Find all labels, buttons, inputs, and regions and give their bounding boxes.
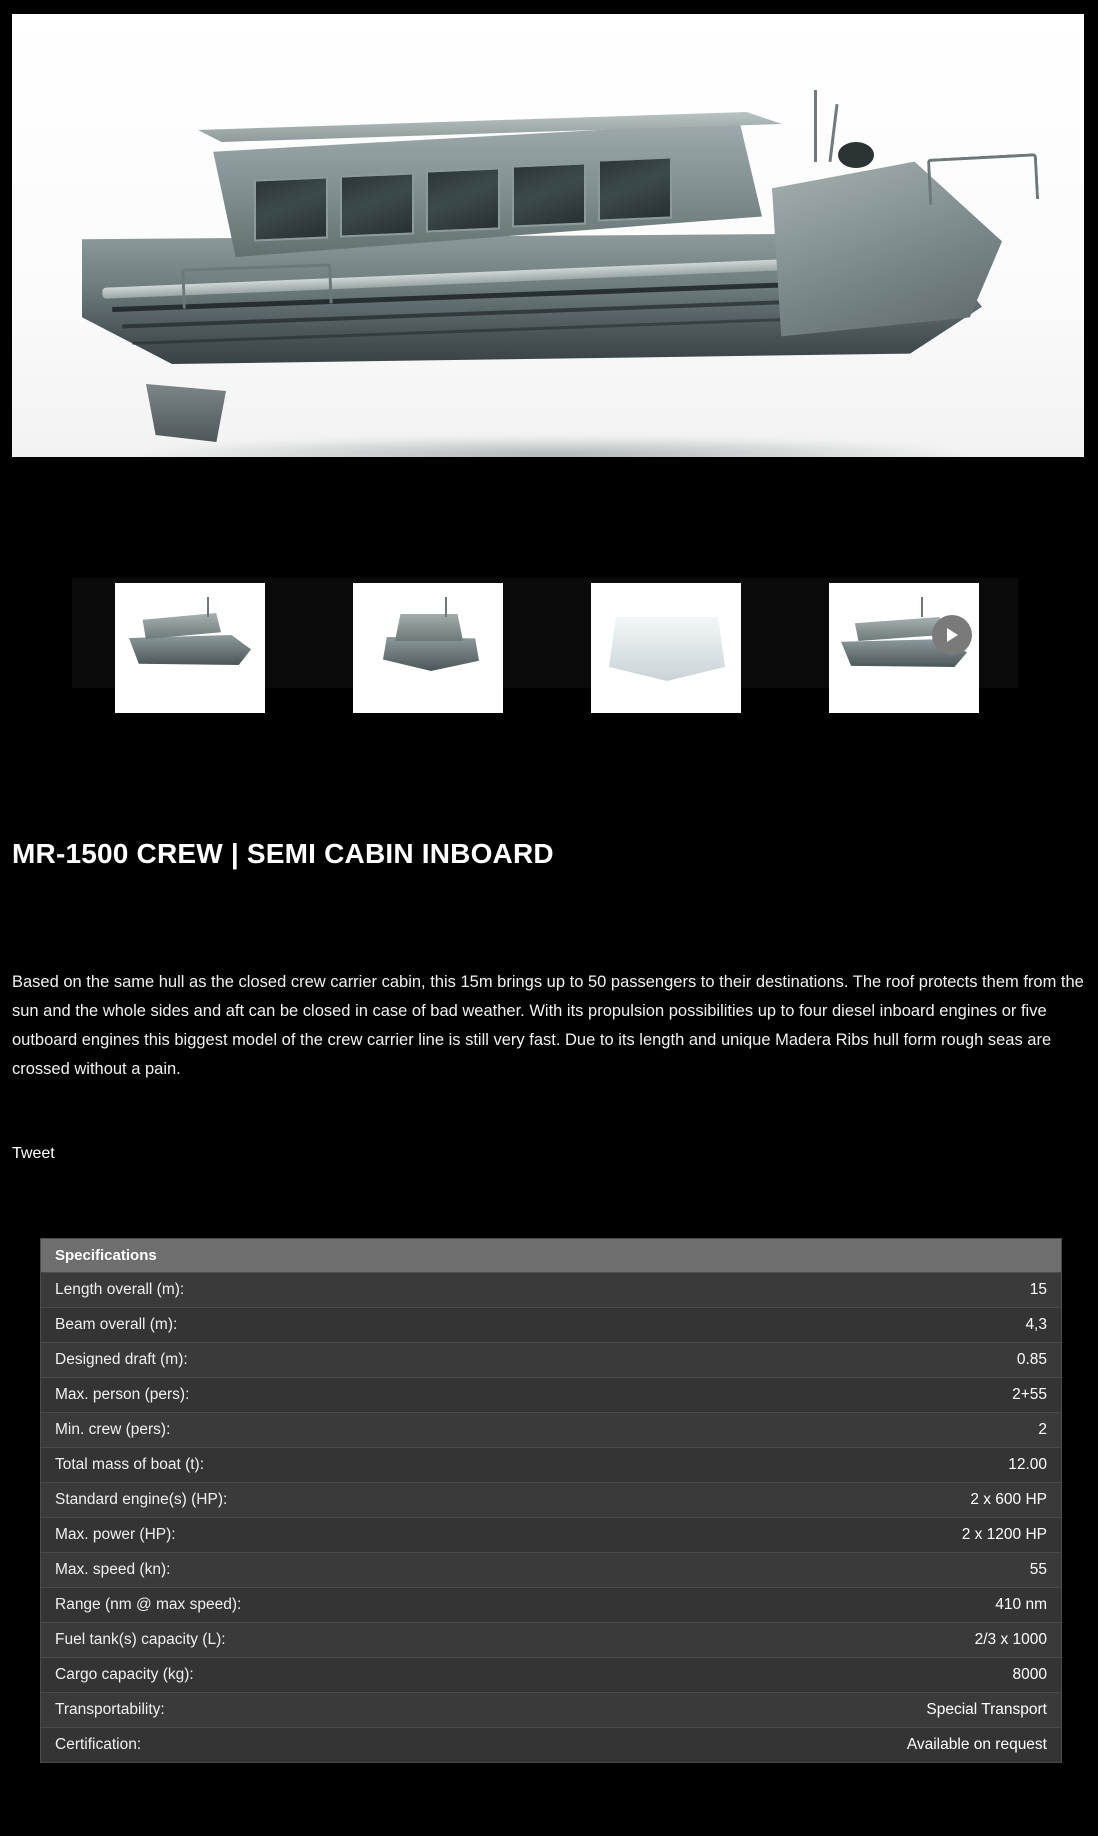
table-row <box>41 1518 1061 1553</box>
table-row <box>41 1343 1061 1378</box>
spec-label: Transportability: <box>55 1701 165 1718</box>
thumbnail-1[interactable] <box>115 583 265 713</box>
spec-label: Max. speed (kn): <box>55 1561 171 1578</box>
thumbnail-2[interactable] <box>353 583 503 713</box>
spec-label: Beam overall (m): <box>55 1316 178 1333</box>
spec-label: Min. crew (pers): <box>55 1421 171 1438</box>
gallery-next-button[interactable] <box>932 615 972 655</box>
spec-value: 2/3 x 1000 <box>974 1631 1047 1648</box>
thumb-cabin <box>141 613 221 639</box>
thumb-mast <box>207 597 209 617</box>
spec-value: 2 x 600 HP <box>970 1491 1047 1508</box>
table-row <box>41 1448 1061 1483</box>
page-title: MR-1500 CREW | SEMI CABIN INBOARD <box>12 838 554 869</box>
spec-value: Special Transport <box>926 1701 1047 1718</box>
thumb-mast <box>445 597 447 617</box>
tweet-link[interactable]: Tweet <box>12 1145 55 1162</box>
spec-value: 2 x 1200 HP <box>961 1526 1047 1543</box>
table-row <box>41 1378 1061 1413</box>
table-row <box>41 1693 1061 1728</box>
product-description: Based on the same hull as the closed crew carrier cabin, this 15m brings up to 50 passengers to their destinations. The roof protects them from the sun and the whole sides and aft can be closed in case of bad weather. With its propulsion possibilities up to four diesel inboard engines or five outboard engines this biggest model of the crew carrier line is still very fast. Due to its length and unique Madera Ribs hull form rough seas are crossed without a pain. <box>12 973 1084 1078</box>
table-row <box>41 1553 1061 1588</box>
table-row <box>41 1588 1061 1623</box>
thumb-mast <box>921 597 923 617</box>
spec-label: Range (nm @ max speed): <box>55 1596 242 1613</box>
spec-label: Max. power (HP): <box>55 1526 176 1543</box>
thumb-hull <box>383 637 479 671</box>
spec-label: Fuel tank(s) capacity (L): <box>55 1631 226 1648</box>
spec-value: 2 <box>1038 1421 1047 1438</box>
spec-value: 0.85 <box>1016 1351 1047 1368</box>
spec-value: 410 nm <box>995 1596 1047 1613</box>
table-row <box>41 1623 1061 1658</box>
cabin-window <box>254 176 328 241</box>
cabin-window <box>598 156 672 221</box>
thumbnail-image <box>115 583 265 713</box>
thumbnail-image <box>353 583 503 713</box>
table-row <box>41 1658 1061 1693</box>
spec-label: Certification: <box>55 1736 142 1753</box>
mast-antenna <box>828 104 838 162</box>
spec-value: 15 <box>1029 1281 1047 1298</box>
boat-illustration <box>72 84 1002 384</box>
cabin-window <box>340 172 414 237</box>
thumbnail-image <box>591 583 741 713</box>
table-row <box>41 1273 1061 1308</box>
spec-value: 8000 <box>1012 1666 1047 1683</box>
hero-scene <box>12 14 1084 457</box>
table-row <box>41 1483 1061 1518</box>
thumbnail-3[interactable] <box>591 583 741 713</box>
spec-value: 2+55 <box>1012 1386 1047 1403</box>
specifications-table <box>40 1238 1062 1763</box>
thumb-hull <box>129 635 251 665</box>
mast <box>814 90 817 162</box>
spec-label: Total mass of boat (t): <box>55 1456 205 1473</box>
thumb-hull <box>609 617 725 681</box>
cabin-window <box>426 167 500 232</box>
table-row <box>41 1413 1061 1448</box>
radar-dome-icon <box>838 142 874 168</box>
spec-label: Length overall (m): <box>55 1281 185 1298</box>
spec-value: 12.00 <box>1008 1456 1047 1473</box>
aft-railing <box>181 263 332 308</box>
spec-value: 4,3 <box>1025 1316 1047 1333</box>
specifications-header: Specifications <box>41 1239 1061 1273</box>
spec-value: Available on request <box>906 1736 1047 1753</box>
spec-label: Max. person (pers): <box>55 1386 190 1403</box>
spec-label: Standard engine(s) (HP): <box>55 1491 228 1508</box>
spec-label: Designed draft (m): <box>55 1351 188 1368</box>
spec-label: Cargo capacity (kg): <box>55 1666 194 1683</box>
table-row <box>41 1728 1061 1763</box>
thumbnail-strip <box>72 578 1018 688</box>
play-arrow-icon <box>945 627 959 643</box>
boat-shadow <box>132 436 972 457</box>
main-product-image[interactable] <box>12 14 1084 457</box>
cabin-window <box>512 162 586 227</box>
thumb-cabin <box>395 611 463 641</box>
outboard-engine <box>146 384 226 442</box>
spec-value: 55 <box>1029 1561 1047 1578</box>
table-row <box>41 1308 1061 1343</box>
bow-railing <box>927 153 1039 205</box>
